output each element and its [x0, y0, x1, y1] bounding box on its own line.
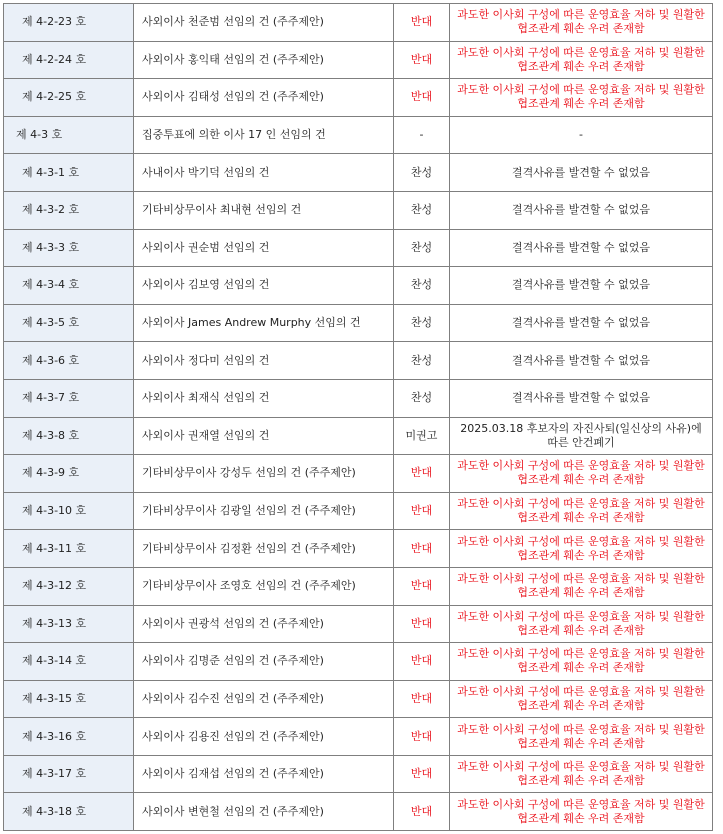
vote-decision: 반대 — [394, 605, 450, 643]
agenda-title: 사외이사 정다미 선임의 건 — [134, 342, 394, 380]
vote-decision: 찬성 — [394, 229, 450, 267]
agenda-number: 제 4-3-18 호 — [4, 793, 134, 831]
agenda-title: 사외이사 권재열 선임의 건 — [134, 417, 394, 455]
table-row — [4, 79, 713, 117]
vote-reason: 과도한 이사회 구성에 따른 운영효율 저하 및 원활한 협조관계 훼손 우려 존재함 — [450, 793, 713, 831]
vote-reason: 결격사유를 발견할 수 없었음 — [450, 304, 713, 342]
table-row — [4, 680, 713, 718]
vote-decision: 반대 — [394, 755, 450, 793]
agenda-number: 제 4-2-23 호 — [4, 4, 134, 42]
vote-reason: 과도한 이사회 구성에 따른 운영효율 저하 및 원활한 협조관계 훼손 우려 존재함 — [450, 755, 713, 793]
vote-decision: 반대 — [394, 492, 450, 530]
agenda-title: 기타비상무이사 조영호 선임의 건 (주주제안) — [134, 567, 394, 605]
vote-decision: - — [394, 116, 450, 154]
vote-reason: 결격사유를 발견할 수 없었음 — [450, 267, 713, 305]
agenda-number: 제 4-3-8 호 — [4, 417, 134, 455]
table-row — [4, 342, 713, 380]
agenda-title: 기타비상무이사 김광일 선임의 건 (주주제안) — [134, 492, 394, 530]
agenda-number: 제 4-3-17 호 — [4, 755, 134, 793]
vote-decision: 찬성 — [394, 154, 450, 192]
vote-reason: 과도한 이사회 구성에 따른 운영효율 저하 및 원활한 협조관계 훼손 우려 존재함 — [450, 4, 713, 42]
agenda-number: 제 4-3-11 호 — [4, 530, 134, 568]
agenda-title: 사외이사 최재식 선임의 건 — [134, 379, 394, 417]
vote-reason: 과도한 이사회 구성에 따른 운영효율 저하 및 원활한 협조관계 훼손 우려 존재함 — [450, 680, 713, 718]
agenda-title: 사외이사 김재섭 선임의 건 (주주제안) — [134, 755, 394, 793]
vote-decision: 반대 — [394, 718, 450, 756]
vote-decision: 반대 — [394, 41, 450, 79]
agenda-number: 제 4-3 호 — [4, 116, 134, 154]
agenda-title: 사외이사 James Andrew Murphy 선임의 건 — [134, 304, 394, 342]
table-row — [4, 191, 713, 229]
vote-reason: 결격사유를 발견할 수 없었음 — [450, 154, 713, 192]
agenda-title: 사외이사 권순범 선임의 건 — [134, 229, 394, 267]
agenda-title: 사외이사 김명준 선임의 건 (주주제안) — [134, 643, 394, 681]
agenda-title: 기타비상무이사 최내현 선임의 건 — [134, 191, 394, 229]
agenda-title: 사외이사 김태성 선임의 건 (주주제안) — [134, 79, 394, 117]
agenda-title: 기타비상무이사 김정환 선임의 건 (주주제안) — [134, 530, 394, 568]
vote-reason: 결격사유를 발견할 수 없었음 — [450, 342, 713, 380]
vote-decision: 반대 — [394, 793, 450, 831]
agenda-title: 사외이사 김용진 선임의 건 (주주제안) — [134, 718, 394, 756]
table-row — [4, 605, 713, 643]
agenda-title: 기타비상무이사 강성두 선임의 건 (주주제안) — [134, 455, 394, 493]
vote-decision: 찬성 — [394, 304, 450, 342]
vote-reason: - — [450, 116, 713, 154]
vote-reason: 결격사유를 발견할 수 없었음 — [450, 229, 713, 267]
vote-decision: 찬성 — [394, 191, 450, 229]
agenda-title: 사외이사 김수진 선임의 건 (주주제안) — [134, 680, 394, 718]
agenda-number: 제 4-3-10 호 — [4, 492, 134, 530]
agenda-number: 제 4-2-25 호 — [4, 79, 134, 117]
vote-reason: 과도한 이사회 구성에 따른 운영효율 저하 및 원활한 협조관계 훼손 우려 존재함 — [450, 492, 713, 530]
vote-reason: 과도한 이사회 구성에 따른 운영효율 저하 및 원활한 협조관계 훼손 우려 존재함 — [450, 41, 713, 79]
agenda-number: 제 4-3-5 호 — [4, 304, 134, 342]
agenda-vote-table — [3, 3, 713, 831]
agenda-title: 집중투표에 의한 이사 17 인 선임의 건 — [134, 116, 394, 154]
vote-reason: 과도한 이사회 구성에 따른 운영효율 저하 및 원활한 협조관계 훼손 우려 존재함 — [450, 643, 713, 681]
table-row — [4, 154, 713, 192]
table-row — [4, 793, 713, 831]
agenda-number: 제 4-3-7 호 — [4, 379, 134, 417]
table-row — [4, 116, 713, 154]
table-row — [4, 4, 713, 42]
agenda-number: 제 4-3-1 호 — [4, 154, 134, 192]
agenda-rows — [4, 4, 713, 831]
agenda-title: 사외이사 홍익태 선임의 건 (주주제안) — [134, 41, 394, 79]
agenda-title: 사외이사 김보영 선임의 건 — [134, 267, 394, 305]
table-row — [4, 229, 713, 267]
table-row — [4, 755, 713, 793]
vote-decision: 찬성 — [394, 379, 450, 417]
vote-decision: 찬성 — [394, 342, 450, 380]
table-row — [4, 41, 713, 79]
vote-reason: 2025.03.18 후보자의 자진사퇴(일신상의 사유)에 따른 안건폐기 — [450, 417, 713, 455]
table-row — [4, 718, 713, 756]
vote-reason: 결격사유를 발견할 수 없었음 — [450, 379, 713, 417]
table-row — [4, 492, 713, 530]
vote-decision: 미권고 — [394, 417, 450, 455]
agenda-number: 제 4-2-24 호 — [4, 41, 134, 79]
agenda-title: 사외이사 천준범 선임의 건 (주주제안) — [134, 4, 394, 42]
agenda-number: 제 4-3-4 호 — [4, 267, 134, 305]
agenda-number: 제 4-3-16 호 — [4, 718, 134, 756]
vote-decision: 찬성 — [394, 267, 450, 305]
vote-decision: 반대 — [394, 680, 450, 718]
agenda-number: 제 4-3-15 호 — [4, 680, 134, 718]
vote-decision: 반대 — [394, 643, 450, 681]
agenda-number: 제 4-3-14 호 — [4, 643, 134, 681]
vote-reason: 과도한 이사회 구성에 따른 운영효율 저하 및 원활한 협조관계 훼손 우려 존재함 — [450, 605, 713, 643]
agenda-number: 제 4-3-9 호 — [4, 455, 134, 493]
vote-decision: 반대 — [394, 455, 450, 493]
agenda-number: 제 4-3-12 호 — [4, 567, 134, 605]
agenda-title: 사내이사 박기덕 선임의 건 — [134, 154, 394, 192]
vote-reason: 과도한 이사회 구성에 따른 운영효율 저하 및 원활한 협조관계 훼손 우려 존재함 — [450, 718, 713, 756]
vote-decision: 반대 — [394, 4, 450, 42]
agenda-title: 사외이사 변현철 선임의 건 (주주제안) — [134, 793, 394, 831]
vote-reason: 과도한 이사회 구성에 따른 운영효율 저하 및 원활한 협조관계 훼손 우려 존재함 — [450, 455, 713, 493]
table-row — [4, 304, 713, 342]
vote-reason: 과도한 이사회 구성에 따른 운영효율 저하 및 원활한 협조관계 훼손 우려 존재함 — [450, 79, 713, 117]
vote-reason: 결격사유를 발견할 수 없었음 — [450, 191, 713, 229]
vote-decision: 반대 — [394, 567, 450, 605]
vote-decision: 반대 — [394, 79, 450, 117]
table-row — [4, 455, 713, 493]
table-row — [4, 417, 713, 455]
table-row — [4, 379, 713, 417]
table-row — [4, 643, 713, 681]
vote-reason: 과도한 이사회 구성에 따른 운영효율 저하 및 원활한 협조관계 훼손 우려 존재함 — [450, 567, 713, 605]
vote-reason: 과도한 이사회 구성에 따른 운영효율 저하 및 원활한 협조관계 훼손 우려 존재함 — [450, 530, 713, 568]
agenda-number: 제 4-3-2 호 — [4, 191, 134, 229]
agenda-number: 제 4-3-3 호 — [4, 229, 134, 267]
agenda-title: 사외이사 권광석 선임의 건 (주주제안) — [134, 605, 394, 643]
vote-decision: 반대 — [394, 530, 450, 568]
agenda-number: 제 4-3-6 호 — [4, 342, 134, 380]
table-row — [4, 567, 713, 605]
agenda-number: 제 4-3-13 호 — [4, 605, 134, 643]
table-row — [4, 530, 713, 568]
table-row — [4, 267, 713, 305]
